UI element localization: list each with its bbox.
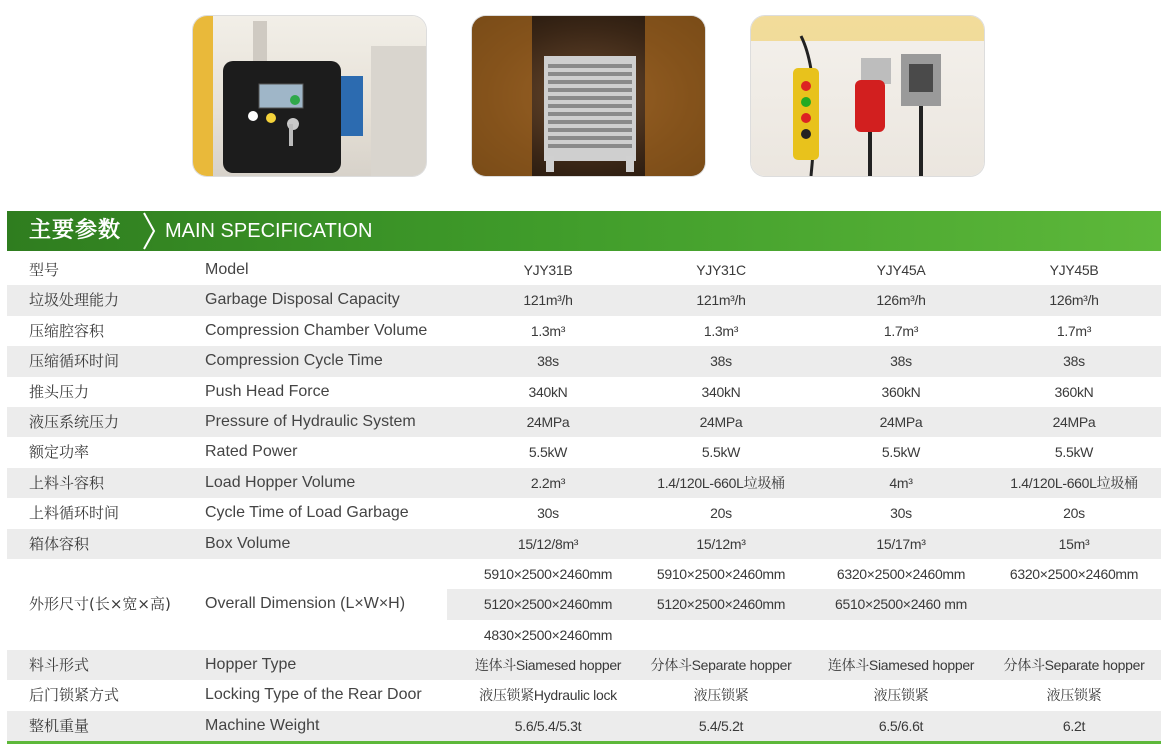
value-cell: 6510×2500×2460 mm: [835, 596, 967, 613]
value-cell: 1.3m³: [530, 322, 566, 339]
row-label-en: Hopper Type: [205, 656, 297, 674]
value-cell: 5.5kW: [881, 444, 921, 461]
value-cell: 4830×2500×2460mm: [483, 626, 613, 643]
row-label-cn: 压缩循环时间: [29, 352, 120, 371]
spec-row-push-force: [7, 377, 1161, 407]
row-label-cn: 外形尺寸(长×宽×高): [29, 595, 171, 614]
value-cell: 121m³/h: [523, 292, 573, 309]
spec-row-load-cycle-time: [7, 498, 1161, 528]
value-cell: 38s: [537, 353, 559, 370]
row-label-en: Garbage Disposal Capacity: [205, 291, 400, 309]
value-cell: 38s: [1063, 353, 1085, 370]
row-label-cn: 后门锁紧方式: [29, 686, 120, 705]
value-cell: 1.7m³: [1056, 322, 1092, 339]
row-label-cn: 料斗形式: [29, 656, 90, 675]
value-cell: 液压锁紧Hydraulic lock: [479, 687, 617, 704]
spec-row-hopper-volume: [7, 468, 1161, 498]
value-cell: 分体斗Separate hopper: [1003, 657, 1145, 674]
value-cell: 液压锁紧: [1046, 687, 1102, 704]
section-title-cn: 主要参数: [29, 218, 122, 243]
row-label-en: Box Volume: [205, 534, 291, 552]
value-cell: YJY31C: [696, 262, 746, 278]
value-cell: 5.4/5.2t: [698, 717, 744, 734]
spec-row-cycle-time: [7, 346, 1161, 376]
row-label-en: Locking Type of the Rear Door: [205, 686, 422, 704]
row-label-cn: 压缩腔容积: [29, 321, 105, 340]
value-cell: 4m³: [889, 474, 913, 491]
table-bottom-rule: [7, 741, 1161, 744]
value-cell: 液压锁紧: [873, 687, 929, 704]
section-title-en: MAIN SPECIFICATION: [165, 220, 373, 242]
value-cell: 340kN: [528, 383, 568, 400]
row-label-en: Pressure of Hydraulic System: [205, 412, 416, 430]
value-cell: 6320×2500×2460mm: [1009, 565, 1139, 582]
value-cell: 5.5kW: [701, 444, 741, 461]
value-cell: 5910×2500×2460mm: [483, 565, 613, 582]
value-cell: 分体斗Separate hopper: [650, 657, 792, 674]
value-cell: 1.4/120L-660L垃圾桶: [1010, 474, 1138, 491]
value-cell: 1.4/120L-660L垃圾桶: [657, 474, 785, 491]
row-label-en: Compression Chamber Volume: [205, 321, 428, 339]
value-cell: 360kN: [1054, 383, 1094, 400]
value-cell: 24MPa: [699, 413, 743, 430]
spec-row-capacity: [7, 285, 1161, 315]
row-label-cn: 型号: [29, 261, 60, 279]
value-cell: 38s: [890, 353, 912, 370]
spec-row-hydraulic-pressure: [7, 407, 1161, 437]
value-cell: 15/17m³: [876, 535, 926, 552]
row-label-en: Load Hopper Volume: [205, 473, 356, 491]
value-cell: 360kN: [881, 383, 921, 400]
spec-row-machine-weight: [7, 711, 1161, 741]
value-cell: 5910×2500×2460mm: [656, 565, 786, 582]
value-cell: 24MPa: [526, 413, 570, 430]
value-cell: 连体斗Siamesed hopper: [474, 657, 622, 674]
value-cell: 连体斗Siamesed hopper: [827, 657, 975, 674]
spec-row-rated-power: [7, 437, 1161, 467]
value-cell: 30s: [890, 505, 912, 522]
value-cell: 24MPa: [879, 413, 923, 430]
value-cell: 1.3m³: [703, 322, 739, 339]
value-cell: 6320×2500×2460mm: [836, 565, 966, 582]
spec-row-box-volume: [7, 529, 1161, 559]
value-cell: 6.5/6.6t: [878, 717, 924, 734]
row-label-cn: 液压系统压力: [29, 412, 120, 431]
spec-row-model: [7, 255, 1161, 285]
row-label-en: Push Head Force: [205, 382, 330, 400]
value-cell: 5120×2500×2460mm: [656, 596, 786, 613]
row-label-cn: 上料斗容积: [29, 473, 105, 492]
value-cell: YJY45A: [876, 262, 926, 278]
row-label-cn: 整机重量: [29, 716, 90, 735]
row-label-en: Cycle Time of Load Garbage: [205, 504, 409, 522]
spec-row-rear-door-lock: [7, 680, 1161, 710]
row-label-en: Overall Dimension (L×W×H): [205, 595, 406, 613]
spec-row-hopper-type: [7, 650, 1161, 680]
value-cell: 15/12m³: [696, 535, 746, 552]
value-cell: 20s: [1063, 505, 1085, 522]
value-cell: YJY45B: [1049, 262, 1099, 278]
value-cell: 20s: [710, 505, 732, 522]
spec-row-chamber-volume: [7, 316, 1161, 346]
row-label-cn: 推头压力: [29, 382, 90, 401]
row-label-cn: 箱体容积: [29, 534, 90, 553]
control-panel-icon: [193, 16, 426, 176]
value-cell: 126m³/h: [876, 292, 926, 309]
value-cell: 24MPa: [1052, 413, 1096, 430]
value-cell: 5120×2500×2460mm: [483, 596, 613, 613]
value-cell: 2.2m³: [530, 474, 566, 491]
row-label-en: Compression Cycle Time: [205, 352, 383, 370]
hydraulic-cooler-photo: [472, 16, 705, 176]
value-cell: 6.2t: [1062, 717, 1086, 734]
pendant-controller-photo: [751, 16, 984, 176]
value-cell: 121m³/h: [696, 292, 746, 309]
row-label-cn: 垃圾处理能力: [29, 291, 120, 310]
row-label-en: Rated Power: [205, 443, 298, 461]
pendant-controller-icon: [751, 16, 984, 176]
value-cell: 5.6/5.4/5.3t: [514, 717, 582, 734]
value-cell: 38s: [710, 353, 732, 370]
row-label-cn: 额定功率: [29, 443, 90, 462]
value-cell: 15/12/8m³: [517, 535, 579, 552]
value-cell: 液压锁紧: [693, 687, 749, 704]
row-label-cn: 上料循环时间: [29, 504, 120, 523]
row-label-en: Machine Weight: [205, 716, 320, 734]
value-cell: 1.7m³: [883, 322, 919, 339]
spec-row-overall-dimension: [7, 559, 1161, 650]
value-cell: 15m³: [1058, 535, 1090, 552]
value-cell: YJY31B: [523, 262, 573, 278]
value-cell: 5.5kW: [528, 444, 568, 461]
section-header: [7, 211, 1161, 251]
spec-table: [7, 255, 1161, 741]
value-cell: 340kN: [701, 383, 741, 400]
chevron-right-icon: [140, 211, 160, 251]
value-cell: 126m³/h: [1049, 292, 1099, 309]
value-cell: [988, 589, 1160, 619]
radiator-icon: [472, 16, 705, 176]
value-cell: 5.5kW: [1054, 444, 1094, 461]
value-cell: 30s: [537, 505, 559, 522]
control-panel-photo: [193, 16, 426, 176]
row-label-en: Model: [205, 261, 249, 278]
